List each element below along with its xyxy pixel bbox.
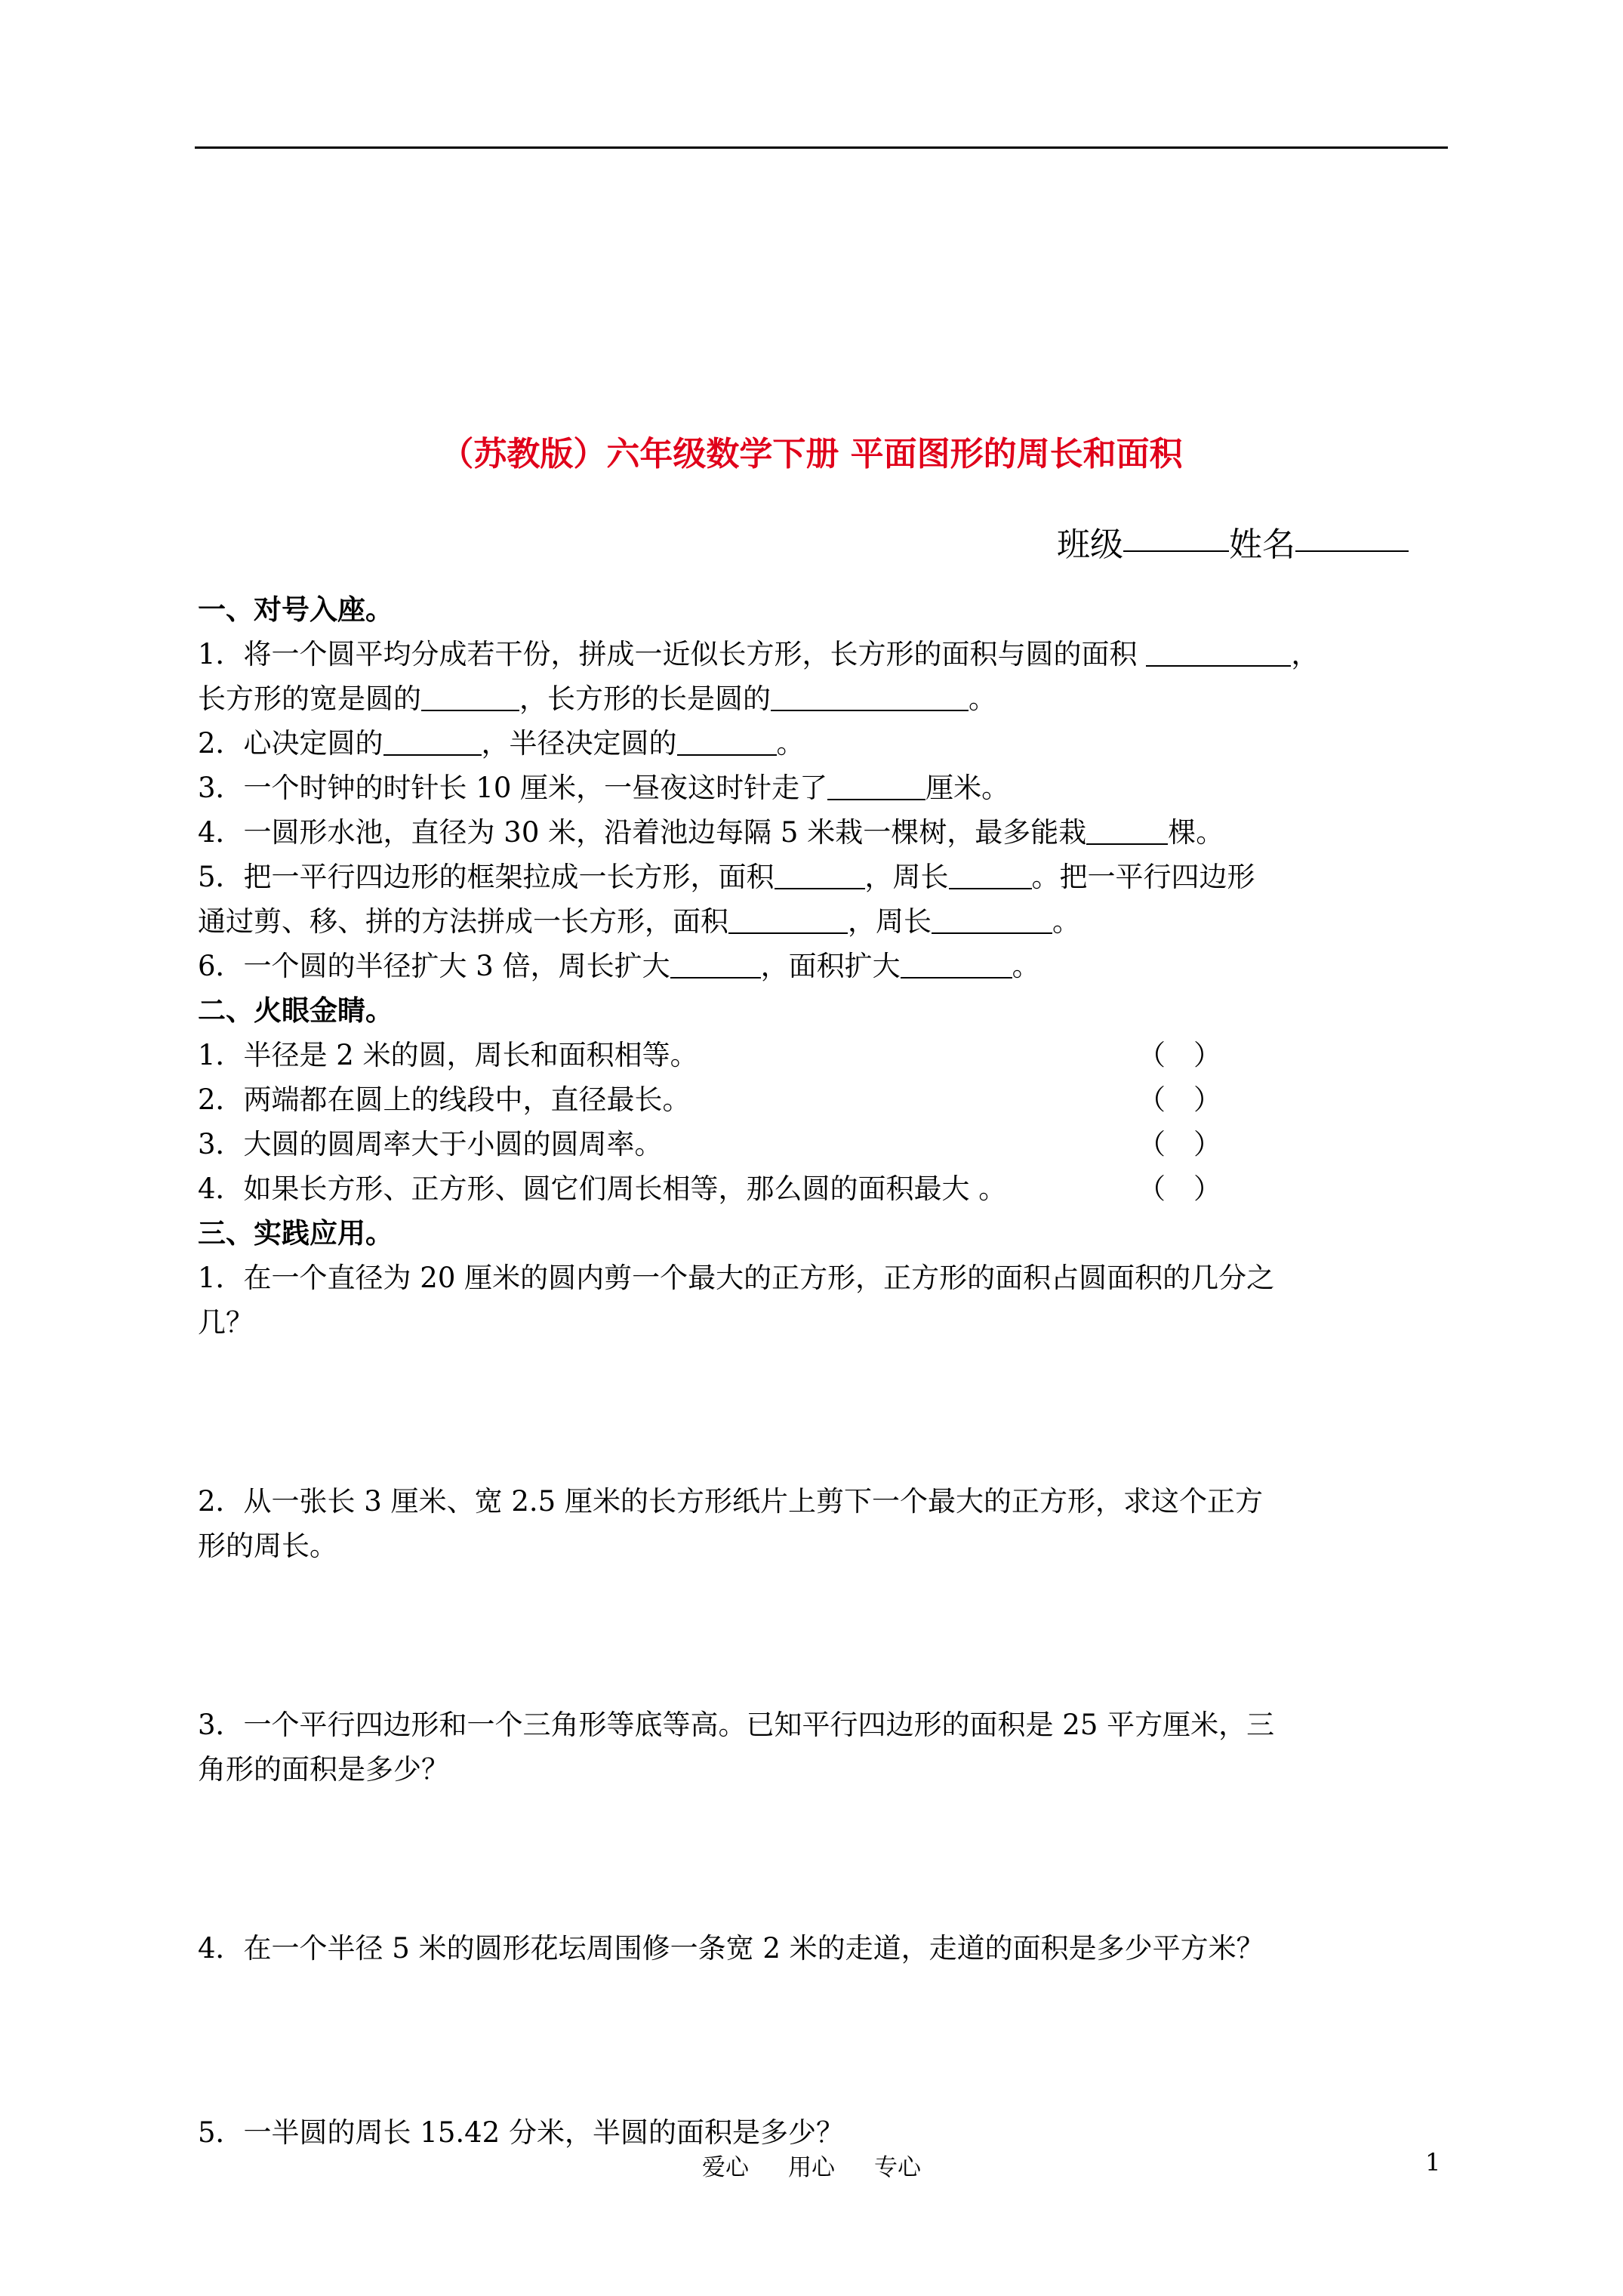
question-5-line-2: 通过剪、移、拼的方法拼成一长方形，面积 ，周长 。	[198, 899, 1481, 944]
question-1-line-2: 长方形的宽是圆的 ，长方形的长是圆的 。	[198, 676, 1481, 721]
section-3-heading: 三、实践应用。	[198, 1216, 393, 1250]
header-rule	[195, 146, 1448, 149]
answer-blank	[1146, 632, 1291, 667]
problem-2-line-2: 形的周长。	[198, 1530, 337, 1562]
answer-blank	[670, 944, 761, 978]
answer-space	[198, 1792, 1481, 1926]
answer-space	[198, 1345, 1481, 1479]
problem-4: 4．在一个半径 5 米的圆形花坛周围修一条宽 2 米的走道，走道的面积是多少平方米？	[198, 1932, 1264, 1965]
answer-blank	[932, 899, 1052, 934]
answer-space	[198, 1971, 1481, 2110]
answer-blank	[421, 676, 519, 711]
name-blank	[1295, 517, 1409, 552]
question-5-line-1: 5．把一平行四边形的框架拉成一长方形，面积 ，周长 。把一平行四边形	[198, 855, 1481, 899]
worksheet-body	[198, 587, 1481, 2155]
answer-blank	[901, 944, 1012, 978]
true-false-item: 4．如果长方形、正方形、圆它们周长相等，那么圆的面积最大 。 （ ）	[198, 1166, 1481, 1211]
question-2: 2．心决定圆的 ，半径决定圆的 。	[198, 721, 1481, 766]
true-false-item: 1．半径是 2 米的圆，周长和面积相等。 （ ）	[198, 1033, 1481, 1077]
answer-blank	[1086, 810, 1168, 845]
answer-blank	[827, 766, 925, 800]
problem-3-line-1: 3．一个平行四边形和一个三角形等底等高。已知平行四边形的面积是 25 平方厘米，三	[198, 1709, 1275, 1741]
section-1-heading: 一、对号入座。	[198, 593, 393, 626]
section-2-heading: 二、火眼金睛。	[198, 994, 393, 1027]
true-false-item: 3．大圆的圆周率大于小圆的圆周率。 （ ）	[198, 1122, 1481, 1166]
page-title: （苏教版）六年级数学下册 平面图形的周长和面积	[440, 435, 1183, 473]
answer-blank	[775, 855, 865, 889]
question-4: 4．一圆形水池，直径为 30 米，沿着池边每隔 5 米栽一棵树，最多能栽 棵。	[198, 810, 1481, 855]
problem-5: 5．一半圆的周长 15.42 分米，半圆的面积是多少？	[198, 2116, 844, 2149]
answer-blank	[771, 676, 969, 711]
question-6: 6．一个圆的半径扩大 3 倍，周长扩大 ，面积扩大 。	[198, 944, 1481, 988]
name-label: 姓名	[1229, 525, 1295, 564]
answer-blank	[383, 721, 482, 756]
footer-motto: 爱心 用心 专心	[702, 2154, 921, 2181]
true-false-item: 2．两端都在圆上的线段中，直径最长。 （ ）	[198, 1077, 1481, 1122]
class-blank	[1123, 517, 1229, 552]
answer-blank	[949, 855, 1032, 889]
problem-3-line-2: 角形的面积是多少？	[198, 1753, 449, 1786]
answer-space	[198, 1568, 1481, 1703]
page-number: 1	[1425, 2148, 1441, 2177]
class-name-line	[1057, 517, 1409, 566]
answer-blank	[677, 721, 777, 756]
problem-1-line-1: 1．在一个直径为 20 厘米的圆内剪一个最大的正方形，正方形的面积占圆面积的几分之	[198, 1262, 1275, 1294]
answer-blank	[728, 899, 848, 934]
question-3: 3．一个时钟的时针长 10 厘米，一昼夜这时针走了 厘米。	[198, 766, 1481, 810]
answer-parentheses: （ ）	[1138, 1173, 1221, 1205]
answer-parentheses: （ ）	[1138, 1128, 1221, 1160]
question-1-line-1: 1．将一个圆平均分成若干份，拼成一近似长方形，长方形的面积与圆的面积 ，	[198, 632, 1481, 676]
answer-parentheses: （ ）	[1138, 1083, 1221, 1116]
class-label: 班级	[1057, 525, 1123, 564]
problem-1-line-2: 几？	[198, 1306, 254, 1339]
answer-parentheses: （ ）	[1138, 1039, 1221, 1071]
problem-2-line-1: 2．从一张长 3 厘米、宽 2.5 厘米的长方形纸片上剪下一个最大的正方形，求这个正方	[198, 1485, 1263, 1518]
